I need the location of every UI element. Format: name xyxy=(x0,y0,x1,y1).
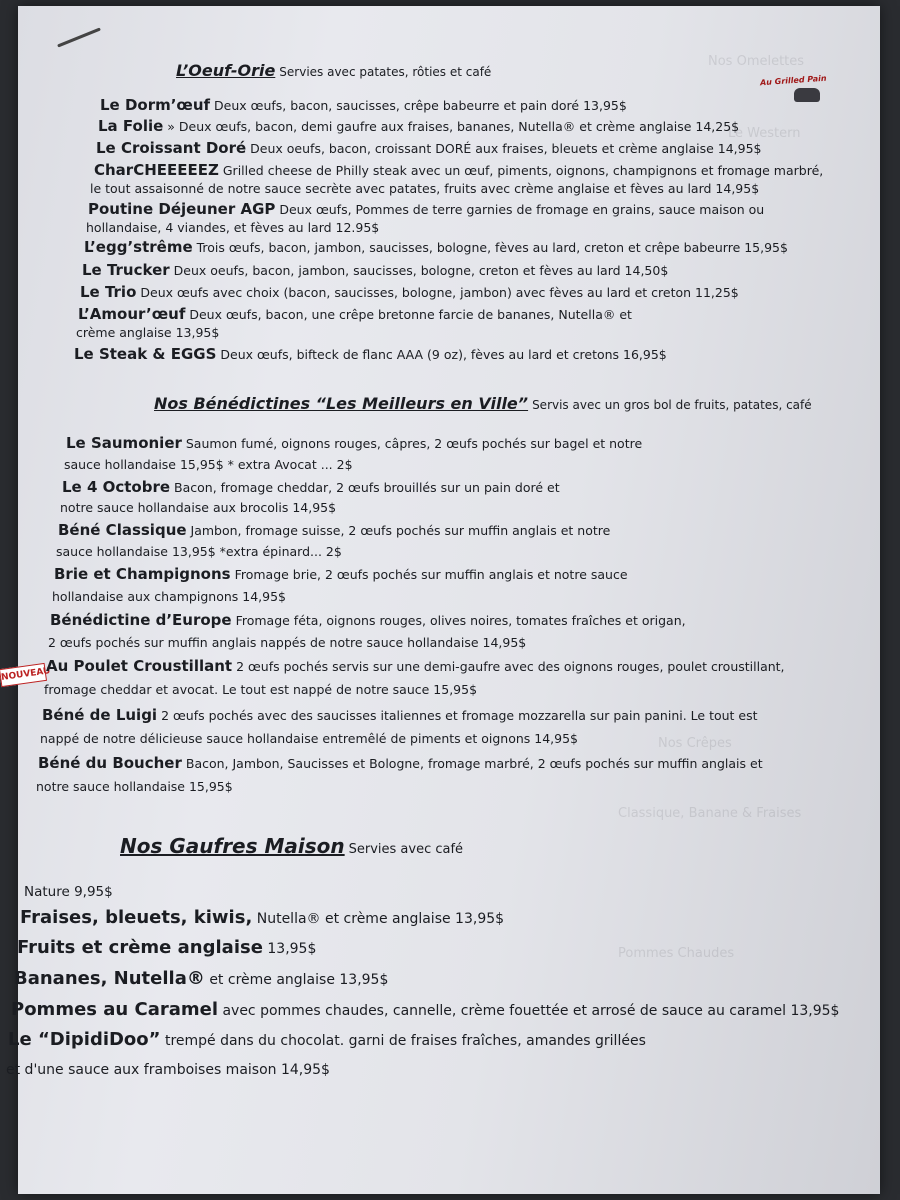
item-desc: avec pommes chaudes, cannelle, crème fouettée et arrosé de sauce au caramel 13,95$ xyxy=(222,1003,840,1019)
item-name: Béné du Boucher xyxy=(38,754,182,772)
bleed-through: Classique, Banane & Fraises xyxy=(618,806,802,821)
item-name: Brie et Champignons xyxy=(54,565,231,583)
item-name: La Folie xyxy=(98,117,164,135)
new-badge: NOUVEAU xyxy=(0,663,47,687)
item-desc: Deux oeufs, bacon, croissant DORÉ aux fraises, bleuets et crème anglaise 14,95$ xyxy=(250,141,762,156)
item-desc: Bacon, Jambon, Saucisses et Bologne, fromage marbré, 2 œufs pochés sur muffin anglais et xyxy=(185,756,763,771)
item-desc: Nutella® et crème anglaise 13,95$ xyxy=(256,911,505,927)
menu-item xyxy=(42,707,758,724)
item-name: Bénédictine d’Europe xyxy=(50,611,232,629)
item-desc: Deux œufs avec choix (bacon, saucisses, bologne, jambon) avec fèves au lard et creton 11,25$ xyxy=(140,285,739,300)
item-desc-cont: fromage cheddar et avocat. Le tout est nappé de notre sauce 15,95$ xyxy=(44,682,478,697)
bleed-through: Nos Crêpes xyxy=(658,736,732,751)
item-desc-cont: sauce hollandaise 15,95$ * extra Avocat ... 2$ xyxy=(64,457,353,472)
item-name: Nature xyxy=(24,884,70,900)
item-name: Au Poulet Croustillant xyxy=(46,657,233,675)
menu-item xyxy=(20,907,505,928)
section-title: Nos Bénédictines “Les Meilleurs en Ville” xyxy=(154,394,529,413)
item-name: Le Steak & EGGS xyxy=(74,345,217,363)
item-desc-cont: nappé de notre délicieuse sauce hollandaise entremêlé de piments et oignons 14,95$ xyxy=(40,731,578,746)
menu-item xyxy=(88,201,764,218)
menu-item xyxy=(96,140,762,157)
section-subtitle: Servis avec un gros bol de fruits, patates, café xyxy=(532,398,812,412)
bleed-through: Nos Omelettes xyxy=(708,54,805,69)
item-name: Bananes, Nutella® xyxy=(14,968,205,989)
item-desc: Deux œufs, Pommes de terre garnies de fromage en grains, sauce maison ou xyxy=(279,202,765,217)
menu-item xyxy=(50,612,686,629)
item-name: Le Croissant Doré xyxy=(96,139,247,157)
section-subtitle: Servies avec patates, rôties et café xyxy=(279,65,492,79)
item-desc-cont: et d'une sauce aux framboises maison 14,95$ xyxy=(6,1062,330,1078)
item-desc: Saumon fumé, oignons rouges, câpres, 2 œufs pochés sur bagel et notre xyxy=(185,436,643,451)
item-desc: Trois œufs, bacon, jambon, saucisses, bologne, fèves au lard, creton et crêpe babeurre 15,95$ xyxy=(196,240,788,255)
item-name: Béné Classique xyxy=(58,521,187,539)
item-name: Fruits et crème anglaise xyxy=(17,937,263,958)
menu-item xyxy=(62,479,560,496)
item-name: L’egg’strême xyxy=(84,238,193,256)
menu-item xyxy=(74,346,667,363)
item-desc: 13,95$ xyxy=(267,941,317,957)
item-name: L’Amour’œuf xyxy=(78,305,186,323)
item-desc: trempé dans du chocolat. garni de fraises fraîches, amandes grillées xyxy=(164,1033,646,1049)
item-desc-cont: notre sauce hollandaise 15,95$ xyxy=(36,779,233,794)
item-desc: Fromage brie, 2 œufs pochés sur muffin anglais et notre sauce xyxy=(234,567,628,582)
item-name: Le Saumonier xyxy=(66,434,182,452)
logo-text: Au Grilled Pain xyxy=(759,73,827,88)
item-desc: » Deux œufs, bacon, demi gaufre aux fraises, bananes, Nutella® et crème anglaise 14,25$ xyxy=(167,119,740,134)
item-desc: Deux oeufs, bacon, jambon, saucisses, bologne, creton et fèves au lard 14,50$ xyxy=(173,263,669,278)
menu-item xyxy=(58,522,610,539)
menu-item xyxy=(78,306,632,323)
section-title: L’Oeuf-Orie xyxy=(176,61,276,80)
section-header xyxy=(176,63,491,80)
menu-item xyxy=(100,97,627,114)
menu-item xyxy=(66,435,642,452)
item-desc: Deux œufs, bifteck de flanc AAA (9 oz), fèves au lard et cretons 16,95$ xyxy=(220,347,667,362)
item-name: Poutine Déjeuner AGP xyxy=(88,200,276,218)
menu-item xyxy=(80,284,739,301)
item-name: Pommes au Caramel xyxy=(11,999,218,1020)
item-desc-cont: hollandaise, 4 viandes, et fèves au lard 12.95$ xyxy=(86,220,380,235)
menu-item xyxy=(84,239,788,256)
item-desc: Bacon, fromage cheddar, 2 œufs brouillés sur un pain doré et xyxy=(174,480,560,495)
menu-item xyxy=(46,658,785,675)
pen-mark xyxy=(57,27,101,47)
item-desc: et crème anglaise 13,95$ xyxy=(209,972,389,988)
section-title: Nos Gaufres Maison xyxy=(120,834,345,858)
item-desc-cont: sauce hollandaise 13,95$ *extra épinard... 2$ xyxy=(56,544,342,559)
menu-item xyxy=(98,118,739,135)
item-desc-cont: hollandaise aux champignons 14,95$ xyxy=(52,589,286,604)
item-desc: Deux œufs, bacon, une crêpe bretonne farcie de bananes, Nutella® et xyxy=(189,307,632,322)
menu-item xyxy=(8,1029,646,1050)
menu-item xyxy=(24,884,113,900)
section-header xyxy=(120,834,464,858)
menu-item xyxy=(54,566,628,583)
item-desc: Grilled cheese de Philly steak avec un œuf, piments, oignons, champignons et fromage marbré, xyxy=(222,163,824,178)
section-header xyxy=(154,396,812,413)
item-name: Le “DipidiDoo” xyxy=(8,1029,161,1050)
item-name: Béné de Luigi xyxy=(42,706,158,724)
section-subtitle: Servies avec café xyxy=(348,842,464,857)
item-name: Le Dorm’œuf xyxy=(100,96,211,114)
item-desc-cont: le tout assaisonné de notre sauce secrète avec patates, fruits avec crème anglaise et fèves au lard 14,95$ xyxy=(90,181,760,196)
logo-car-icon xyxy=(794,88,820,102)
menu-item xyxy=(11,999,840,1020)
item-desc: 2 œufs pochés avec des saucisses italiennes et fromage mozzarella sur pain panini. Le tout est xyxy=(161,708,758,723)
item-name: Le 4 Octobre xyxy=(62,478,171,496)
item-desc: Jambon, fromage suisse, 2 œufs pochés sur muffin anglais et notre xyxy=(190,523,611,538)
item-desc: 2 œufs pochés servis sur une demi-gaufre avec des oignons rouges, poulet croustillant, xyxy=(236,659,785,674)
restaurant-logo xyxy=(759,73,842,110)
item-desc: 9,95$ xyxy=(74,884,113,900)
item-desc-cont: crème anglaise 13,95$ xyxy=(76,325,220,340)
item-name: Fraises, bleuets, kiwis, xyxy=(20,907,253,928)
item-name: Le Trucker xyxy=(82,261,170,279)
menu-item xyxy=(38,755,763,772)
menu-item xyxy=(14,968,389,989)
item-desc: Deux œufs, bacon, saucisses, crêpe babeurre et pain doré 13,95$ xyxy=(214,98,627,113)
item-desc-cont: notre sauce hollandaise aux brocolis 14,95$ xyxy=(60,500,337,515)
item-desc-cont: 2 œufs pochés sur muffin anglais nappés de notre sauce hollandaise 14,95$ xyxy=(48,635,527,650)
menu-item xyxy=(94,162,823,179)
item-name: CharCHEEEEEZ xyxy=(94,161,219,179)
item-desc: Fromage féta, oignons rouges, olives noires, tomates fraîches et origan, xyxy=(235,613,686,628)
bleed-through: Pommes Chaudes xyxy=(618,946,735,961)
item-name: Le Trio xyxy=(80,283,137,301)
menu-item xyxy=(82,262,668,279)
menu-item xyxy=(17,937,317,958)
bleed-through: Le Western xyxy=(728,126,801,141)
